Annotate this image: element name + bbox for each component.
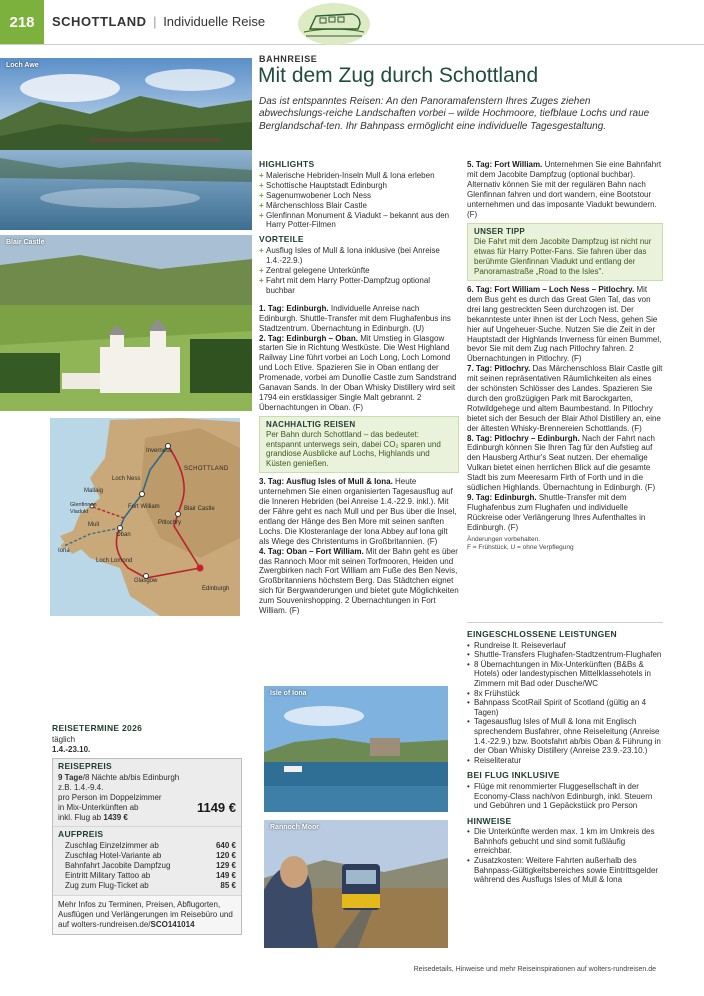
map-label-region: SCHOTTLAND bbox=[184, 466, 229, 472]
map-label-edinburgh: Edinburgh bbox=[202, 586, 230, 592]
list-item: + Sagenumwobener Loch Ness bbox=[259, 191, 459, 201]
map-label-glasgow: Glasgow bbox=[134, 578, 158, 584]
list-item: • 8 Übernachtungen in Mix-Unterkünften (B&Bs & Hotels) oder landestypischen Mittelklassehotels in Zimmern mit Bad oder Dusche/WC bbox=[467, 660, 663, 689]
changes-note: Änderungen vorbehalten. bbox=[467, 535, 541, 543]
map-label-blair-castle: Blair Castle bbox=[184, 506, 215, 512]
map-label-loch-ness: Loch Ness bbox=[112, 476, 141, 482]
map-label-iona: Iona bbox=[58, 548, 70, 554]
box-tipp-title: UNSER TIPP bbox=[474, 227, 526, 237]
leistungen-heading: EINGESCHLOSSENE LEISTUNGEN bbox=[467, 629, 617, 639]
list-item: + Fahrt mit dem Harry Potter-Dampfzug optional buchbar bbox=[259, 276, 459, 296]
divider bbox=[467, 622, 663, 623]
map-label-oban: Oban bbox=[116, 532, 131, 538]
list-item: + Märchenschloss Blair Castle bbox=[259, 201, 459, 211]
list-item: • Zusatzkosten: Weitere Fahrten außerhalb des Bahnpass-Gültigkeitsbereiches sowie Eintrittsgelder während des Ausflugs Isles of Mull & Iona bbox=[467, 856, 663, 885]
list-item: + Zentral gelegene Unterkünfte bbox=[259, 266, 459, 276]
aufpreis-row: Eintritt Military Tattoo ab 149 € bbox=[65, 871, 236, 881]
reisepreis-duration: 9 Tage/8 Nächte ab/bis Edinburgh bbox=[58, 772, 180, 782]
photo-caption-blair-castle: Blair Castle bbox=[6, 239, 45, 246]
day-2: 2. Tag: Edinburgh – Oban. Mit Umstieg in Glasgow starten Sie in Richtung Westküste. Die West Highland Railway Line führt vorbei an Loch Long, Loch Lomond und Loch Etive. Spazieren Sie in Oban entlang der Promenade, vorbei am Dunollie Castle zum Sandstrand Ganavan Sands. In der Oban Whisky Distillery wird seit 1794 ein erstklassiger Single Malt gebrannt. 2 Übernachtungen in Oban. (F) bbox=[259, 333, 457, 412]
day-4: 4. Tag: Oban – Fort William. Mit der Bahn geht es über das Rannoch Moor mit seinen Torfmooren, Heiden und Zwergbirken nach Fort William am Fuße des Ben Nevis, Großbritanniens höchstem Berg. Das Städtchen eignet sich für Bergwanderungen und bietet gute Möglichkeiten zum Souvenirshopping. 2 Übernachtungen in Fort William. (F) bbox=[259, 546, 459, 616]
termine-block bbox=[52, 724, 242, 755]
list-item: + Glenfinnan Monument & Viadukt – bekannt aus den Harry Potter-Filmen bbox=[259, 211, 459, 231]
aufpreis-row: Zug zum Flug-Ticket ab 85 € bbox=[65, 880, 236, 890]
list-item: + Schottische Hauptstadt Edinburgh bbox=[259, 181, 459, 191]
train-icon bbox=[296, 2, 372, 46]
photo-blair-castle bbox=[0, 235, 252, 411]
list-item: + Malerische Hebriden-Inseln Mull & Iona erleben bbox=[259, 171, 459, 181]
right-column bbox=[467, 160, 663, 552]
map-label-inverness: Inverness bbox=[146, 448, 173, 454]
map-label-mull: Mull bbox=[88, 522, 100, 528]
reisepreis-line1: pro Person im Doppelzimmer bbox=[58, 792, 162, 802]
vorteile-list bbox=[259, 246, 459, 296]
reisepreis-line2: in Mix-Unterkünften ab bbox=[58, 802, 139, 812]
article-intro: Das ist entspanntes Reisen: An den Panoramafenstern Ihres Zuges ziehen abwechslungs-reiche Landschaften vorbei – wilde Hochmoore, tiefblaue Lochs und raue Berglandschaf-ten. Ihr Bahnpass ermöglicht eine individuelle Tagesgestaltung. bbox=[259, 96, 650, 132]
reisepreis-price: 1149 € bbox=[196, 799, 236, 815]
day-6: 6. Tag: Fort William – Loch Ness – Pitlochry. Mit dem Bus geht es durch das Great Glen Tal, das von drei lang gestreckten Seen durchzogen ist. Der bekannteste unter ihnen ist der Loch Ness, gehen Sie hier auf Ungeheuer-Suche. Nutzen Sie die Zeit in der Hauptstadt der Highlands Inverness für einen Bummel, bevor Sie mit dem Zug nach Pitlochry fahren. 2 Übernachtungen in Pitlochry. (F) bbox=[467, 284, 662, 364]
box-nachhaltig-text: Per Bahn durch Schottland – das bedeutet: entspannt unterwegs sein, dabei CO₂ sparen und grandiose Ausblicke auf Lochs, Highlands und Küsten genießen. bbox=[266, 429, 441, 469]
route-map bbox=[50, 418, 240, 616]
reisepreis-flight: inkl. Flug ab 1439 € bbox=[58, 812, 128, 822]
hinweise-heading: HINWEISE bbox=[467, 815, 512, 826]
box-tipp bbox=[467, 223, 663, 281]
box-nachhaltig-title: NACHHALTIG REISEN bbox=[266, 419, 356, 429]
highlights-list bbox=[259, 171, 459, 230]
legend-note: F = Frühstück, U = ohne Verpflegung bbox=[467, 543, 574, 551]
photo-rannoch-moor bbox=[264, 820, 448, 948]
reisepreis-heading: REISEPREIS bbox=[58, 761, 113, 771]
day-1: 1. Tag: Edinburgh. Individuelle Anreise nach Edinburgh. Shuttle-Transfer mit dem Flughafenbus ins Stadtzentrum. Übernachtung in Edinburgh. (U) bbox=[259, 303, 451, 333]
page-footer: Reisedetails, Hinweise und mehr Reiseinspirationen auf wolters-rundreisen.de bbox=[413, 966, 656, 973]
photo-caption-rannoch: Rannoch Moor bbox=[270, 824, 319, 831]
map-label-loch-lomond: Loch Lomond bbox=[96, 558, 133, 564]
day-7: 7. Tag: Pitlochry. Das Märchenschloss Blair Castle gilt mit seinen repräsentativen Räumlichkeiten als eines der schönsten Schlösser des Landes. Spazieren Sie durch den großzügigen Park mit Barockgarten, Rotwildgehege und altem Baumbestand. In Pitlochry bietet sich der Besuch der Blair Athol Distillery an, eine der ältesten Whisky-Brennereien Schottlands. (F) bbox=[467, 364, 663, 433]
reisepreis-main-row bbox=[58, 799, 236, 815]
list-item: • 8x Frühstück bbox=[467, 689, 663, 699]
more-info: Mehr Infos zu Terminen, Preisen, Abflugorten, Ausflügen und Verlängerungen im Reisebüro und auf wolters-rundreisen.de/SCO141014 bbox=[53, 896, 241, 934]
article-title: Mit dem Zug durch Schottland bbox=[258, 64, 539, 87]
list-item: • Rundreise lt. Reiseverlauf bbox=[467, 641, 663, 651]
aufpreis-section bbox=[53, 827, 241, 895]
list-item: • Tagesausflug Isles of Mull & Iona mit Englisch sprechendem Busfahrer, ohne Reiseleitung (Anreise 1.4.-22.9.) bzw. Bootsfahrt ab/bis Oban & Führung in der Oban Whisky Distillery (Anreise 23.9.-23.10.) bbox=[467, 717, 663, 755]
reisepreis-section bbox=[53, 759, 241, 827]
leistungen-list bbox=[467, 641, 663, 766]
map-label-glenfinnan: Glenfinnan Viadukt bbox=[70, 502, 97, 515]
list-item: • Shuttle-Transfers Flughafen-Stadtzentrum-Flughafen bbox=[467, 650, 663, 660]
section-separator: | bbox=[153, 14, 157, 29]
aufpreis-row: Zuschlag Hotel-Variante ab 120 € bbox=[65, 851, 236, 861]
list-item: • Bahnpass ScotRail Spirit of Scotland (gültig an 4 Tagen) bbox=[467, 698, 663, 717]
article-kicker: BAHNREISE bbox=[259, 54, 318, 64]
list-item: + Ausflug Isles of Mull & Iona inklusive (bei Anreise 1.4.-22.9.) bbox=[259, 246, 459, 266]
box-tipp-text: Die Fahrt mit dem Jacobite Dampfzug ist nicht nur etwas für Harry Potter-Fans. Sie fahren über das berühmte Glenfinnan Viadukt und entlang der Panoramastraße „Road to the Isles". bbox=[474, 237, 652, 277]
flug-list bbox=[467, 782, 663, 811]
hinweise-list bbox=[467, 827, 663, 885]
page-number: 218 bbox=[0, 0, 44, 44]
map-label-pitlochry: Pitlochry bbox=[158, 520, 182, 526]
photo-caption-iona: Isle of Iona bbox=[270, 690, 307, 697]
middle-column bbox=[259, 160, 459, 616]
highlights-heading: HIGHLIGHTS bbox=[259, 159, 315, 169]
reisepreis-example: z.B. 1.4.-9.4. bbox=[58, 782, 104, 792]
more-info-code[interactable]: SCO141014 bbox=[150, 919, 195, 929]
day-5: 5. Tag: Fort William. Unternehmen Sie eine Bahnfahrt mit dem Jacobite Dampfzug (optional buchbar). Alternativ können Sie mit der regulären Bahn nach Glenfinnan fahren und dort wandern, eine Bootstour unternehmen und das imposante Viadukt bewundern. (F) bbox=[467, 160, 662, 219]
vorteile-heading: VORTEILE bbox=[259, 234, 304, 245]
list-item: • Reiseliteratur bbox=[467, 756, 663, 766]
section-name: SCHOTTLAND bbox=[52, 14, 147, 29]
day-3: 3. Tag: Ausflug Isles of Mull & Iona. Heute unternehmen Sie einen organisierten Tagesausflug auf die Inneren Hebriden (bei Anreise 1.4.-22.9. inkl.). Mit der Fähre geht es nach Mull und per Bus über die Insel, entlang der Hänge des Ben More mit seinen sanften Lochs. Die Klosteranlage der Iona Abbey auf Iona gilt als Wiege des Christentums in Großbritannien. (F) bbox=[259, 477, 457, 546]
flug-heading: BEI FLUG INKLUSIVE bbox=[467, 770, 560, 781]
map-label-mallaig: Mallaig bbox=[84, 488, 104, 494]
termine-range: 1.4.-23.10. bbox=[52, 744, 91, 754]
box-nachhaltig bbox=[259, 416, 459, 474]
termine-frequency: täglich bbox=[52, 734, 76, 744]
services-column bbox=[467, 630, 663, 885]
photo-caption-loch-awe: Loch Awe bbox=[6, 62, 39, 69]
list-item: • Die Unterkünfte werden max. 1 km im Umkreis des Bahnhofs gebucht und sind somit fußläufig erreichbar. bbox=[467, 827, 663, 856]
day-8: 8. Tag: Pitlochry – Edinburgh. Nach der Fahrt nach Edinburgh können Sie Ihren Tag für den Aufstieg auf den Hausberg Arthur's Seat nutzen. Der ehemalige Vulkan bietet einen herrlichen Blick auf die gesamte Stadt bis zum Meeresarm Firth of Forth und in die südlichen Highlands. Übernachtung in Edinburgh. (F) bbox=[467, 433, 656, 493]
section-title bbox=[52, 14, 265, 29]
photo-isle-of-iona bbox=[264, 686, 448, 812]
day-9: 9. Tag: Edinburgh. Shuttle-Transfer mit dem Flughafenbus zum Flughafen und individuelle Rückreise oder Verlängerung Ihres Aufenthaltes in Edinburgh. (F) bbox=[467, 493, 646, 532]
map-label-fort-william: Fort William bbox=[128, 504, 160, 510]
list-item: • Flüge mit renommierter Fluggesellschaft in der Economy-Class nach/von Edinburgh, inkl. Steuern und Gebühren und 1 Gepäckstück pro Person bbox=[467, 782, 663, 811]
aufpreis-heading: AUFPREIS bbox=[58, 829, 104, 840]
aufpreis-row: Bahnfahrt Jacobite Dampfzug 129 € bbox=[65, 861, 236, 871]
subsection-name: Individuelle Reise bbox=[163, 14, 266, 29]
price-box bbox=[52, 758, 242, 935]
termine-heading: REISETERMINE 2026 bbox=[52, 723, 143, 733]
photo-loch-awe bbox=[0, 58, 252, 230]
aufpreis-row: Zuschlag Einzelzimmer ab 640 € bbox=[65, 841, 236, 851]
